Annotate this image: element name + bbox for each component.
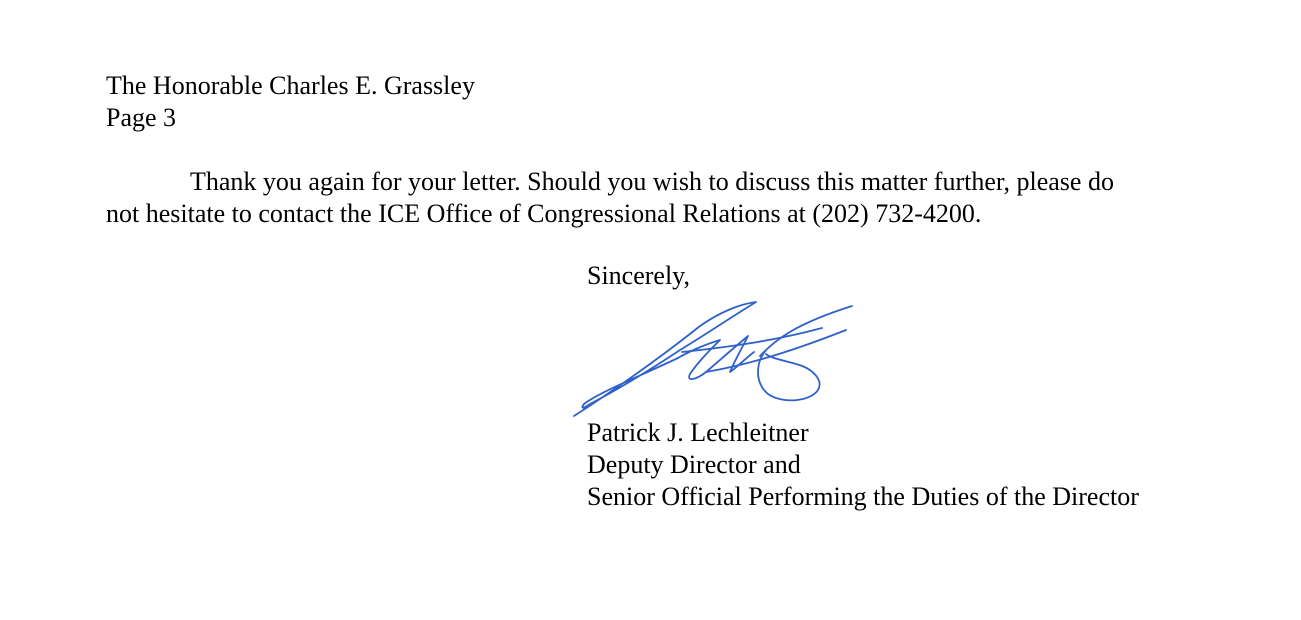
handwritten-signature <box>570 298 860 422</box>
letter-header <box>106 70 475 134</box>
body-line-1: Thank you again for your letter. Should you wish to discuss this matter further, please do <box>190 167 1114 196</box>
closing-salutation: Sincerely, <box>587 261 690 290</box>
body-paragraph <box>106 166 1186 230</box>
signer-block <box>587 417 1139 513</box>
signer-title-1: Deputy Director and <box>587 450 801 479</box>
signer-title-2: Senior Official Performing the Duties of the Director <box>587 482 1139 511</box>
signer-name: Patrick J. Lechleitner <box>587 418 809 447</box>
page-number: Page 3 <box>106 103 177 132</box>
body-line-2: not hesitate to contact the ICE Office of Congressional Relations at (202) 732-4200. <box>106 199 982 228</box>
recipient-line: The Honorable Charles E. Grassley <box>106 71 475 100</box>
